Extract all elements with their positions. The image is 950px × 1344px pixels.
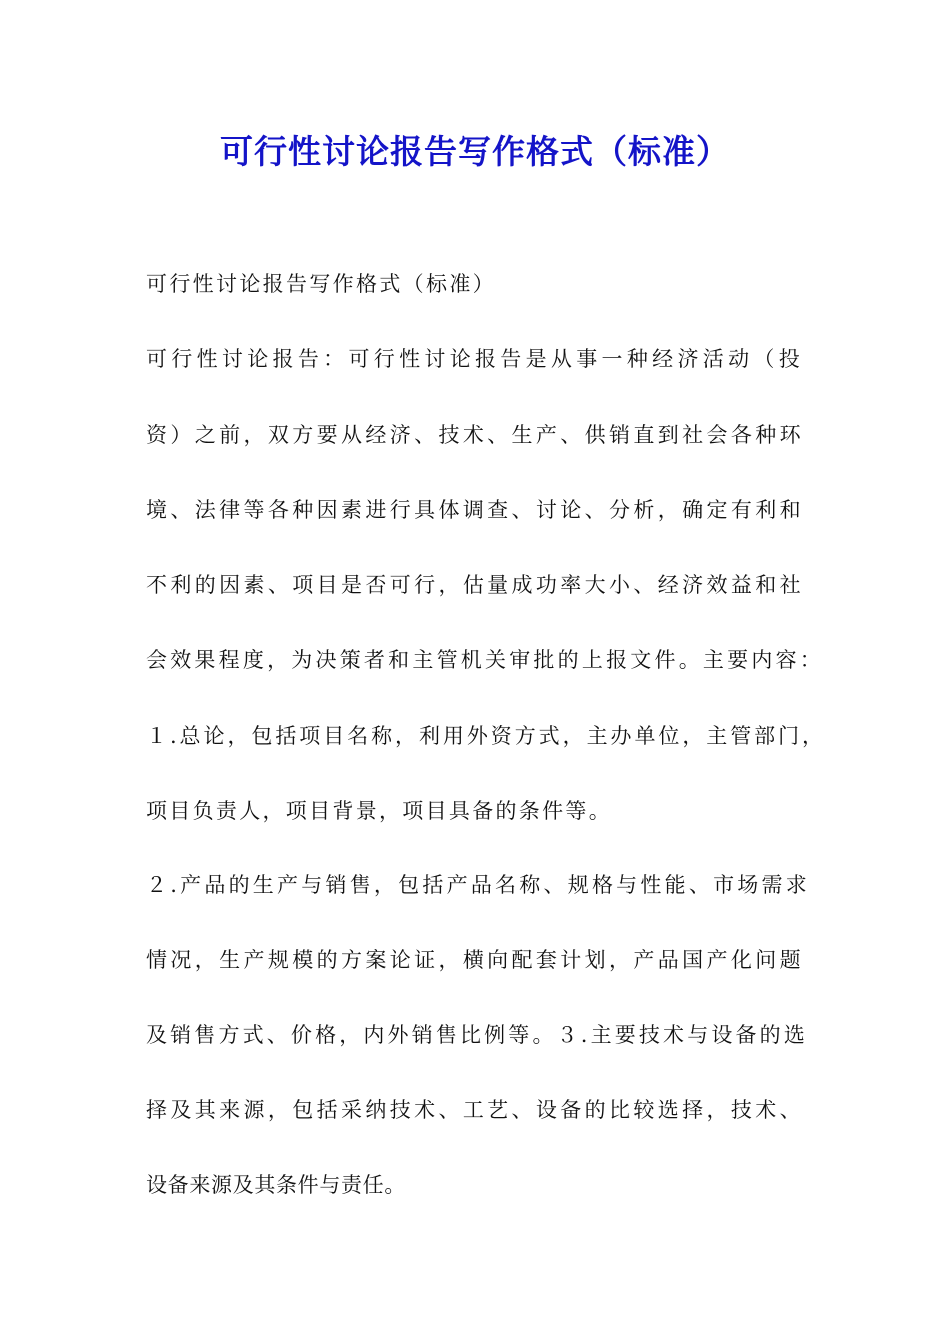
body-line-4: 境、法律等各种因素进行具体调查、讨论、分析，确定有利和: [146, 498, 804, 522]
body-line-9: ２.产品的生产与销售，包括产品名称、规格与性能、市场需求: [146, 873, 810, 897]
body-line-6: 会效果程度，为决策者和主管机关审批的上报文件。主要内容：: [146, 648, 824, 672]
body-line-12: 择及其来源，包括采纳技术、工艺、设备的比较选择，技术、: [146, 1098, 804, 1122]
body-line-11: 及销售方式、价格，内外销售比例等。３.主要技术与设备的选: [146, 1023, 808, 1047]
body-line-7: １.总论，包括项目名称，利用外资方式，主办单位，主管部门，: [146, 724, 826, 748]
body-line-5: 不利的因素、项目是否可行，估量成功率大小、经济效益和社: [146, 573, 804, 597]
body-line-2: 可行性讨论报告：可行性讨论报告是从事一种经济活动（投: [146, 347, 804, 371]
body-line-13: 设备来源及其条件与责任。: [146, 1173, 406, 1197]
body-line-3: 资）之前，双方要从经济、技术、生产、供销直到社会各种环: [146, 423, 804, 447]
document-title: 可行性讨论报告写作格式（标准）: [220, 132, 730, 171]
body-line-1: 可行性讨论报告写作格式（标准）: [146, 272, 496, 296]
body-line-10: 情况，生产规模的方案论证，横向配套计划，产品国产化问题: [146, 948, 804, 972]
body-line-8: 项目负责人，项目背景，项目具备的条件等。: [146, 799, 612, 823]
